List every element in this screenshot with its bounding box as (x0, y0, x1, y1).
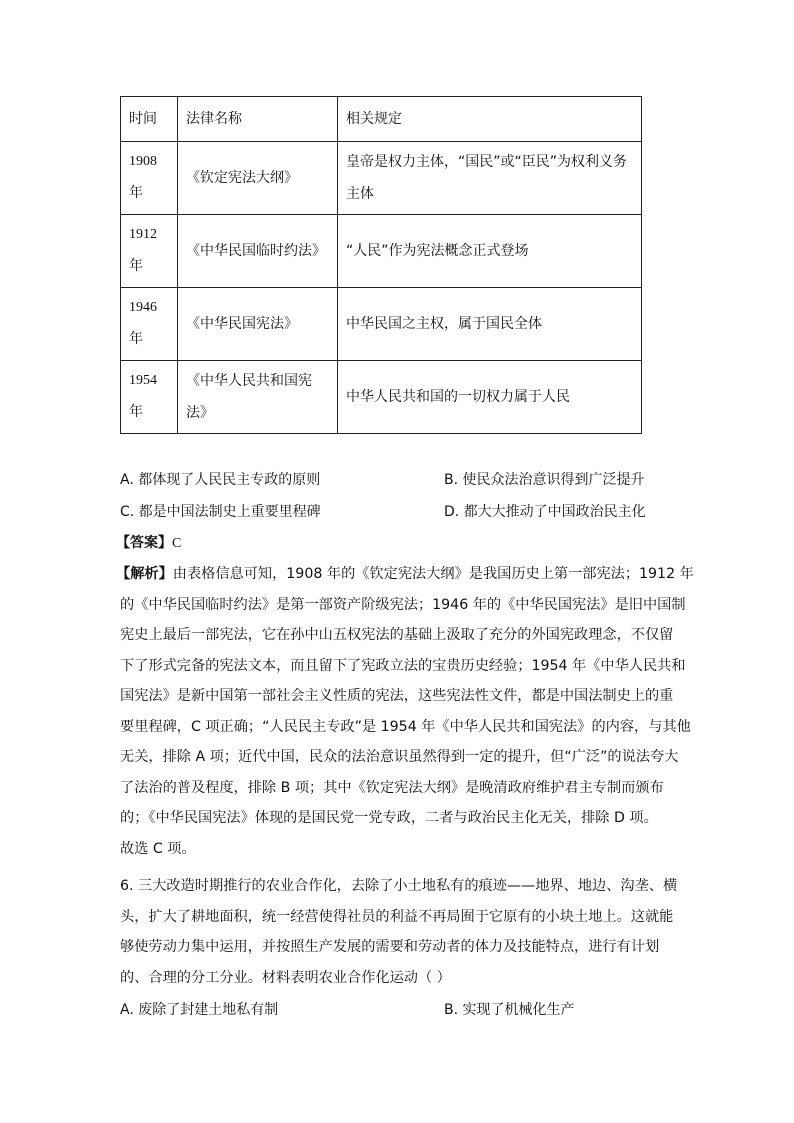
q5-option-b: B. 使民众法治意识得到广泛提升 (444, 472, 645, 488)
q6-option-a: A. 废除了封建土地私有制 (120, 1002, 279, 1018)
provision-cell: “人民”作为宪法概念正式登场 (338, 215, 642, 288)
year-cell (121, 215, 178, 288)
answer-value: C (172, 536, 182, 551)
year-value: 1912 (129, 227, 157, 242)
question-6-stem (120, 871, 676, 993)
year-cell (121, 361, 178, 434)
analysis-line: 的《中华民国临时约法》是第一部资产阶级宪法；1946 年的《中华民国宪法》是旧中国制 (120, 596, 686, 613)
analysis-line: 下了形式完备的宪法文本，而且留下了宪政立法的宝贵历史经验；1954 年《中华人民共和 (120, 657, 686, 674)
provision-line: 皇帝是权力主体，“国民”或“臣民”为权利义务 (346, 154, 628, 170)
answer-label: 【答案】 (116, 535, 172, 551)
header-time: 时间 (121, 97, 178, 142)
year-suffix: 年 (129, 259, 143, 274)
q6-line: 6. 三大改造时期推行的农业合作化，去除了小土地私有的痕迹——地界、地边、沟垄、横 (120, 878, 678, 894)
year-value: 1946 (129, 300, 157, 315)
analysis-line: 故选 C 项。 (120, 840, 196, 857)
law-name-cell: 《钦定宪法大纲》 (178, 142, 338, 215)
table-row (121, 361, 642, 434)
header-law-name: 法律名称 (178, 97, 338, 142)
q5-option-c: C. 都是中国法制史上重要里程碑 (120, 504, 321, 520)
analysis-line: 国宪法》是新中国第一部社会主义性质的宪法，这些宪法性文件，都是中国法制史上的重 (120, 688, 674, 704)
q6-line: 的、合理的分工分业。材料表明农业合作化运动（ ） (120, 969, 451, 986)
law-name-cell: 《中华民国临时约法》 (178, 215, 338, 288)
law-table (120, 96, 642, 434)
analysis-line: 无关，排除 A 项；近代中国，民众的法治意识虽然得到一定的提升，但“广泛”的说法夸大 (120, 749, 679, 765)
q5-option-a: A. 都体现了人民民主专政的原则 (120, 472, 321, 488)
year-suffix: 年 (129, 186, 143, 201)
year-suffix: 年 (129, 332, 143, 347)
year-cell (121, 288, 178, 361)
analysis-line: 要里程碑，C 项正确；“人民民主专政”是 1954 年《中华人民共和国宪法》的内容，与其他 (120, 718, 691, 735)
year-value: 1908 (129, 154, 157, 169)
table-row (121, 142, 642, 215)
law-name-cell: 《中华民国宪法》 (178, 288, 338, 361)
law-name-line: 《中华人民共和国宪 (186, 373, 312, 389)
analysis-line: 【解析】由表格信息可知，1908 年的《钦定宪法大纲》是我国历史上第一部宪法；1912 年 (116, 566, 694, 582)
header-provisions: 相关规定 (338, 97, 642, 142)
year-value: 1954 (129, 373, 157, 388)
analysis-line: 了法治的普及程度，排除 B 项；其中《钦定宪法大纲》是晚清政府维护君主专制而颁布 (120, 779, 664, 796)
provision-line: 主体 (346, 186, 374, 202)
table-header-row (121, 97, 642, 142)
q5-option-d: D. 都大大推动了中国政治民主化 (444, 504, 646, 520)
year-cell (121, 142, 178, 215)
analysis-line: 的；《中华民国宪法》体现的是国民党一党专政，二者与政治民主化无关，排除 D 项。 (120, 810, 658, 826)
law-name-line: 法》 (186, 405, 214, 421)
law-name-cell (178, 361, 338, 434)
table-row (121, 288, 642, 361)
provision-cell: 中华人民共和国的一切权力属于人民 (338, 361, 642, 434)
answer-line (116, 533, 181, 554)
analysis-line: 宪史上最后一部宪法，它在孙中山五权宪法的基础上汲取了充分的外国宪政理念，不仅留 (120, 627, 674, 643)
analysis-label: 【解析】 (116, 566, 173, 582)
year-suffix: 年 (129, 405, 143, 420)
q6-line: 头，扩大了耕地面积，统一经营使得社员的利益不再局囿于它原有的小块土地上。这就能 (120, 908, 674, 925)
q6-line: 够使劳动力集中运用，并按照生产发展的需要和劳动者的体力及技能特点，进行有计划 (120, 939, 660, 955)
analysis-paragraph (116, 559, 694, 864)
provision-cell (338, 142, 642, 215)
table-row (121, 215, 642, 288)
provision-cell: 中华民国之主权，属于国民全体 (338, 288, 642, 361)
q6-option-b: B. 实现了机械化生产 (444, 1002, 575, 1018)
